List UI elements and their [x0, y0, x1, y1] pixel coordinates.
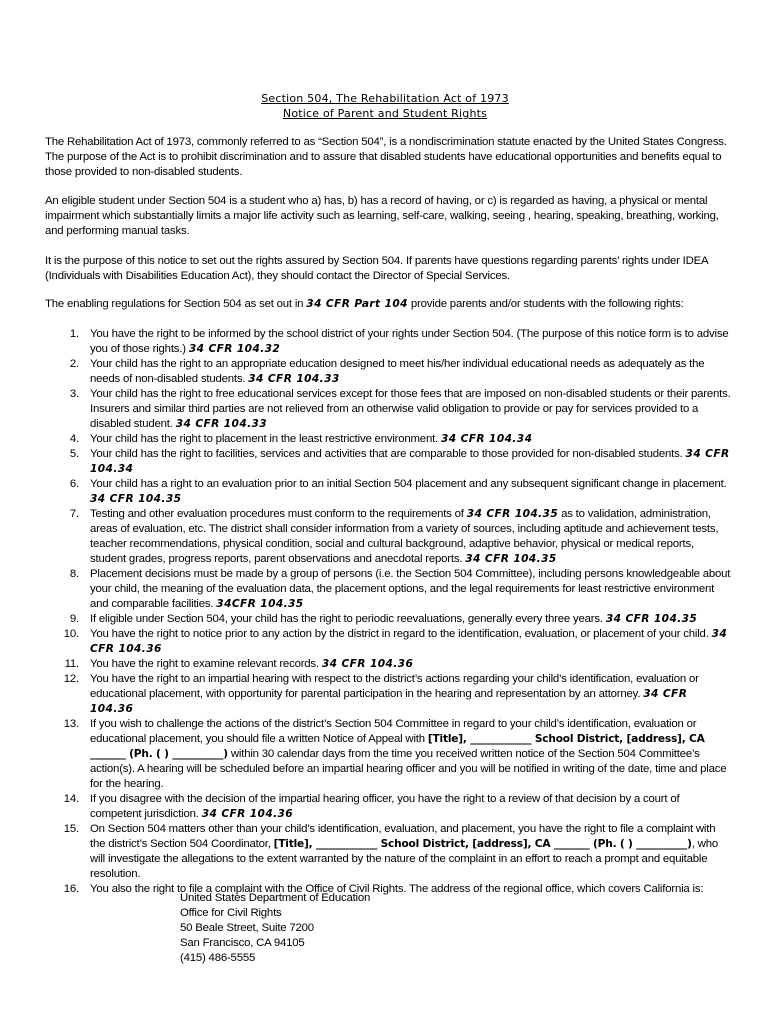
- cfr-citation: 34 CFR 104.35: [466, 508, 559, 520]
- right-text: as to validation, administration, areas of evaluation, etc. The district shall consider information from a variety of sources, including aptitude and achievement tests, teacher recommendations, physical condition, social and cultural background, adaptive behavior, physical or medical reports, student grades, progress reports, parent observations and anecdotal reports.: [90, 508, 719, 565]
- right-item-9: [45, 612, 731, 627]
- cfr-citation: 34 CFR 104.33: [175, 418, 268, 430]
- item-number: 9.: [69, 613, 79, 625]
- right-item-8: [45, 567, 731, 612]
- right-text: You have the right to an impartial hearing with respect to the district’s actions regarding your child’s identification, evaluation or educational placement, with opportunity for parental participation in the hearing and representation by an attorney.: [90, 673, 699, 700]
- right-item-12: [45, 672, 731, 717]
- item-number: 13.: [63, 718, 79, 730]
- right-text: Your child has the right to free educational services except for those fees that are imposed on non-disabled students or their parents. Insurers and similar third parties are not relieved from an otherwise valid obligation to provide or pay for services provided to a disabled student.: [90, 388, 731, 430]
- right-text: Placement decisions must be made by a group of persons (i.e. the Section 504 Committee), including persons knowledgeable about your child, the meaning of the evaluation data, the placement options, and the legal requirements for least restrictive environment and comparable facilities.: [90, 568, 731, 610]
- right-item-7: [45, 507, 731, 567]
- cfr-citation: 34 CFR 104.36: [321, 658, 414, 670]
- cfr-citation: 34 CFR 104.36: [201, 808, 294, 820]
- intro-paragraph-3: It is the purpose of this notice to set out the rights assured by Section 504. If parents have questions regarding parents’ rights under IDEA (Individuals with Disabilities Education Act), they should contact the Director of Special Services.: [45, 255, 708, 282]
- right-text-before: On Section 504 matters other than your child’s identification, evaluation, and placement, you have the right to file a complaint with the district’s Section 504 Coordinator,: [90, 823, 716, 850]
- intro-paragraph-1: The Rehabilitation Act of 1973, commonly referred to as “Section 504”, is a nondiscrimination statute enacted by the United States Congress. The purpose of the Act is to prohibit discrimination and to assure that disabled students have educational opportunities and benefits equal to those provided to non-disabled students.: [45, 136, 727, 178]
- right-text-before: Testing and other evaluation procedures must conform to the requirements of: [90, 508, 467, 520]
- item-number: 16.: [63, 883, 79, 895]
- ocr-address-block: [180, 891, 370, 966]
- intro-p4-text-after: provide parents and/or students with the following rights:: [407, 298, 684, 310]
- item-number: 10.: [63, 628, 79, 640]
- cfr-citation: 34 CFR 104.32: [188, 343, 281, 355]
- right-text-after: within 30 calendar days from the time you received written notice of the Section 504 Committee’s action(s). A hearing will be scheduled before an impartial hearing officer and you will be notified in writing of the date, time and place for the hearing.: [90, 748, 727, 790]
- item-number: 7.: [69, 508, 79, 520]
- right-text: You have the right to be informed by the school district of your rights under Section 504. (The purpose of this notice form is to advise you of those rights.): [90, 328, 729, 355]
- right-text: You also the right to file a complaint with the Office of Civil Rights. The address of the regional office, which covers California is:: [90, 883, 704, 895]
- cfr-citation: 34 CFR 104.35: [90, 493, 182, 505]
- address-phone: (415) 486-5555: [180, 952, 256, 964]
- intro-paragraph-2: An eligible student under Section 504 is a student who a) has, b) has a record of having, or c) is regarded as having, a physical or mental impairment which substantially limits a major life activity such as learning, self-care, walking, seeing , hearing, speaking, breathing, working, and performing manual tasks.: [45, 195, 719, 237]
- right-item-1: [45, 327, 731, 357]
- right-item-14: [45, 792, 731, 822]
- right-text: Your child has the right to an appropriate education designed to meet his/her individual educational needs as adequately as the needs of non-disabled students.: [90, 358, 705, 385]
- cfr-citation: 34 CFR 104.34: [440, 433, 533, 445]
- cfr-citation: 34 CFR Part 104: [306, 298, 408, 310]
- item-number: 8.: [69, 568, 79, 580]
- item-number: 14.: [63, 793, 79, 805]
- cfr-citation: 34 CFR 104.35: [465, 553, 557, 565]
- right-item-4: [45, 432, 731, 447]
- item-number: 2.: [69, 358, 79, 370]
- right-text: If eligible under Section 504, your child has the right to periodic reevaluations, generally every three years.: [90, 613, 606, 625]
- document-subtitle: Notice of Parent and Student Rights: [282, 107, 488, 120]
- rights-list: [45, 327, 731, 897]
- right-item-3: [45, 387, 731, 432]
- right-item-15: [45, 822, 731, 882]
- right-text: Your child has a right to an evaluation prior to an initial Section 504 placement and any subsequent significant change in placement.: [90, 478, 727, 490]
- right-text: Your child has the right to placement in the least restrictive environment.: [90, 433, 441, 445]
- right-text: If you disagree with the decision of the impartial hearing officer, you have the right to a review of that decision by a court of competent jurisdiction.: [90, 793, 680, 820]
- right-text-after: , who will investigate the allegations to the extent warranted by the nature of the complaint in an effort to reach a prompt and equitable resolution.: [90, 838, 718, 880]
- address-line: 50 Beale Street, Suite 7200: [180, 922, 314, 934]
- cfr-citation: 34 CFR 104.33: [248, 373, 340, 385]
- item-number: 5.: [69, 448, 79, 460]
- address-line: Office for Civil Rights: [180, 907, 282, 919]
- right-item-11: [45, 657, 731, 672]
- cfr-citation: 34 CFR 104.36: [90, 688, 688, 715]
- appeal-fill-in-fields: [Title], ____________ School District, [address], CA _______ (Ph. ( ) __________): [90, 733, 705, 760]
- right-item-13: [45, 717, 731, 792]
- right-item-6: [45, 477, 731, 507]
- right-item-2: [45, 357, 731, 387]
- document-title: Section 504, The Rehabilitation Act of 1973: [261, 92, 509, 105]
- right-text: You have the right to examine relevant records.: [90, 658, 322, 670]
- item-number: 1.: [69, 328, 79, 340]
- cfr-citation: 34 CFR 104.35: [605, 613, 698, 625]
- cfr-citation: 34 CFR 104.34: [90, 448, 730, 475]
- right-text-before: If you wish to challenge the actions of the district’s Section 504 Committee in regard to your child’s identification, evaluation or educational placement, you should file a written Notice of Appeal with: [90, 718, 697, 745]
- item-number: 11.: [64, 658, 79, 670]
- right-text: You have the right to notice prior to any action by the district in regard to the identification, evaluation, or placement of your child.: [90, 628, 712, 640]
- coordinator-fill-in-fields: [Title], ____________ School District, [address], CA _______ (Ph. ( ) __________): [273, 838, 692, 850]
- intro-paragraph-4: [45, 297, 730, 312]
- item-number: 15.: [63, 823, 79, 835]
- item-number: 6.: [69, 478, 79, 490]
- cfr-citation: 34CFR 104.35: [216, 598, 304, 610]
- right-item-16: [45, 882, 731, 897]
- address-line: San Francisco, CA 94105: [180, 937, 305, 949]
- item-number: 3.: [69, 388, 79, 400]
- right-item-5: [45, 447, 731, 477]
- item-number: 12.: [63, 673, 79, 685]
- address-line: United States Department of Education: [180, 892, 371, 904]
- intro-p4-text-before: The enabling regulations for Section 504 as set out in: [45, 298, 307, 310]
- cfr-citation: 34 CFR 104.36: [90, 628, 728, 655]
- right-text: Your child has the right to facilities, services and activities that are comparable to those provided for non-disabled students.: [90, 448, 686, 460]
- item-number: 4.: [69, 433, 79, 445]
- right-item-10: [45, 627, 731, 657]
